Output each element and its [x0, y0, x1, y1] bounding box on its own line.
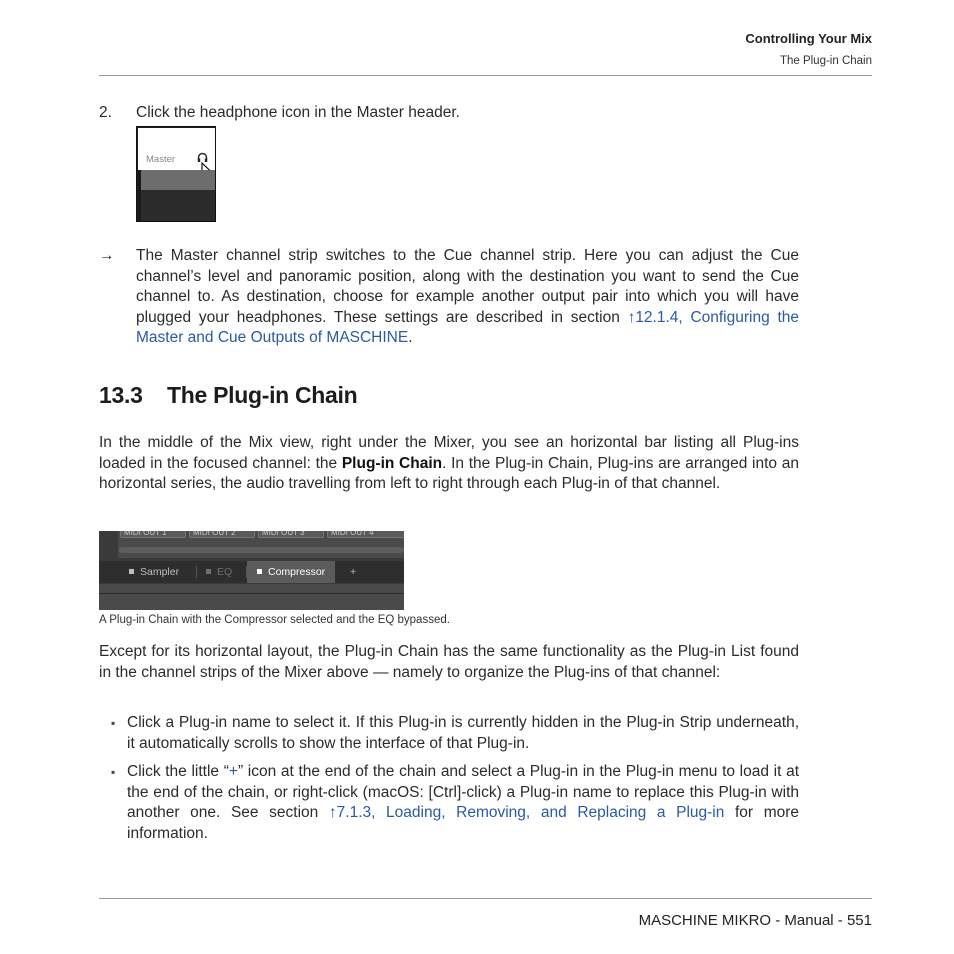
section-number: 13.3	[99, 382, 143, 408]
section-link-7-1-3[interactable]: ↑7.1.3, Loading, Removing, and Replacing a Plug-in	[328, 804, 725, 821]
header-rule	[99, 75, 872, 76]
section-title: The Plug-in Chain	[167, 382, 358, 408]
page-footer: MASCHINE MIKRO - Manual - 551	[638, 912, 872, 929]
bullet-item: Click a Plug-in name to select it. If this Plug-in is currently hidden in the Plug-in Strip underneath, it automatically scrolls to show the interface of that Plug-in.	[127, 714, 799, 752]
mixer-output-slot: MIDI OUT 1	[120, 531, 186, 538]
running-header-chapter: Controlling Your Mix	[745, 31, 872, 46]
master-header-screenshot	[136, 126, 216, 222]
plugin-slot-sampler[interactable]: Sampler	[129, 561, 179, 583]
bullet-marker: ▪	[111, 716, 116, 730]
mixer-output-slot: MIDI OUT 2	[189, 531, 255, 538]
term-plug-in-chain: Plug-in Chain	[341, 454, 443, 472]
plugin-chain-screenshot	[99, 531, 404, 610]
result-arrow: →	[99, 247, 115, 264]
section-link-12-1-4[interactable]: ↑12.1.4, Configuring the Master and Cue Outputs of MASCHINE	[136, 308, 799, 346]
plugin-chain-bar	[99, 561, 404, 583]
body-paragraph: Except for its horizontal layout, the Plug-in Chain has the same functionality as the Plug-in List found in the channel strips of the Mixer above — namely to organize the Plug-ins of that channel:	[99, 643, 799, 681]
mixer-output-slot: MIDI OUT 3	[258, 531, 324, 538]
plugin-strip-area	[99, 584, 404, 610]
intro-paragraph: In the middle of the Mix view, right under the Mixer, you see an horizontal bar listing all Plug-ins loaded in the focused channel: the Plug-in Chain. In the Plug-in Chain, Plug-ins are arranged into an horizontal series, the audio travelling from left to right through each Plug-in of that channel.	[99, 434, 799, 492]
mixer-output-slot: MIDI OUT 4	[327, 531, 404, 538]
running-header-section: The Plug-in Chain	[779, 55, 872, 67]
bullet-item: Click the little “+” icon at the end of the chain and select a Plug-in in the Plug-in menu to load it at the end of the chain, or right-click (macOS: [Ctrl]-click) a Plug-in name to replace this Plug-in with another one. See section ↑7.1.3, Loading, Removing, and Replacing a Plug-in for more information.	[127, 763, 800, 842]
plugin-slot-eq[interactable]: EQ	[206, 561, 232, 583]
plugin-state-icon	[257, 569, 262, 574]
step-number: 2.	[99, 104, 112, 121]
footer-rule	[99, 898, 872, 899]
mixer-scrollbar	[119, 547, 404, 553]
plugin-state-icon	[129, 569, 134, 574]
master-strip-body	[141, 190, 215, 221]
master-label: Master	[146, 154, 176, 165]
plugin-state-icon	[206, 569, 211, 574]
add-plugin-button[interactable]: +	[350, 566, 357, 578]
master-strip-section	[141, 170, 215, 190]
plugin-slot-compressor[interactable]: Compressor	[247, 561, 335, 583]
figure-caption: A Plug-in Chain with the Compressor selected and the EQ bypassed.	[99, 614, 450, 626]
mixer-area	[99, 531, 404, 558]
result-paragraph: The Master channel strip switches to the Cue channel strip. Here you can adjust the Cue channel’s level and panoramic position, along with the destination you want to send the Cue channel to. As destination, choose for example another output pair into which you will have plugged your headphones. These settings are described in section ↑12.1.4, Configuring the Master and Cue Outputs of MASCHINE.	[136, 247, 799, 346]
step-text: Click the headphone icon in the Master header.	[136, 104, 460, 121]
bullet-marker: ▪	[111, 765, 116, 779]
section-heading	[99, 382, 357, 409]
plus-symbol: +	[228, 763, 238, 780]
